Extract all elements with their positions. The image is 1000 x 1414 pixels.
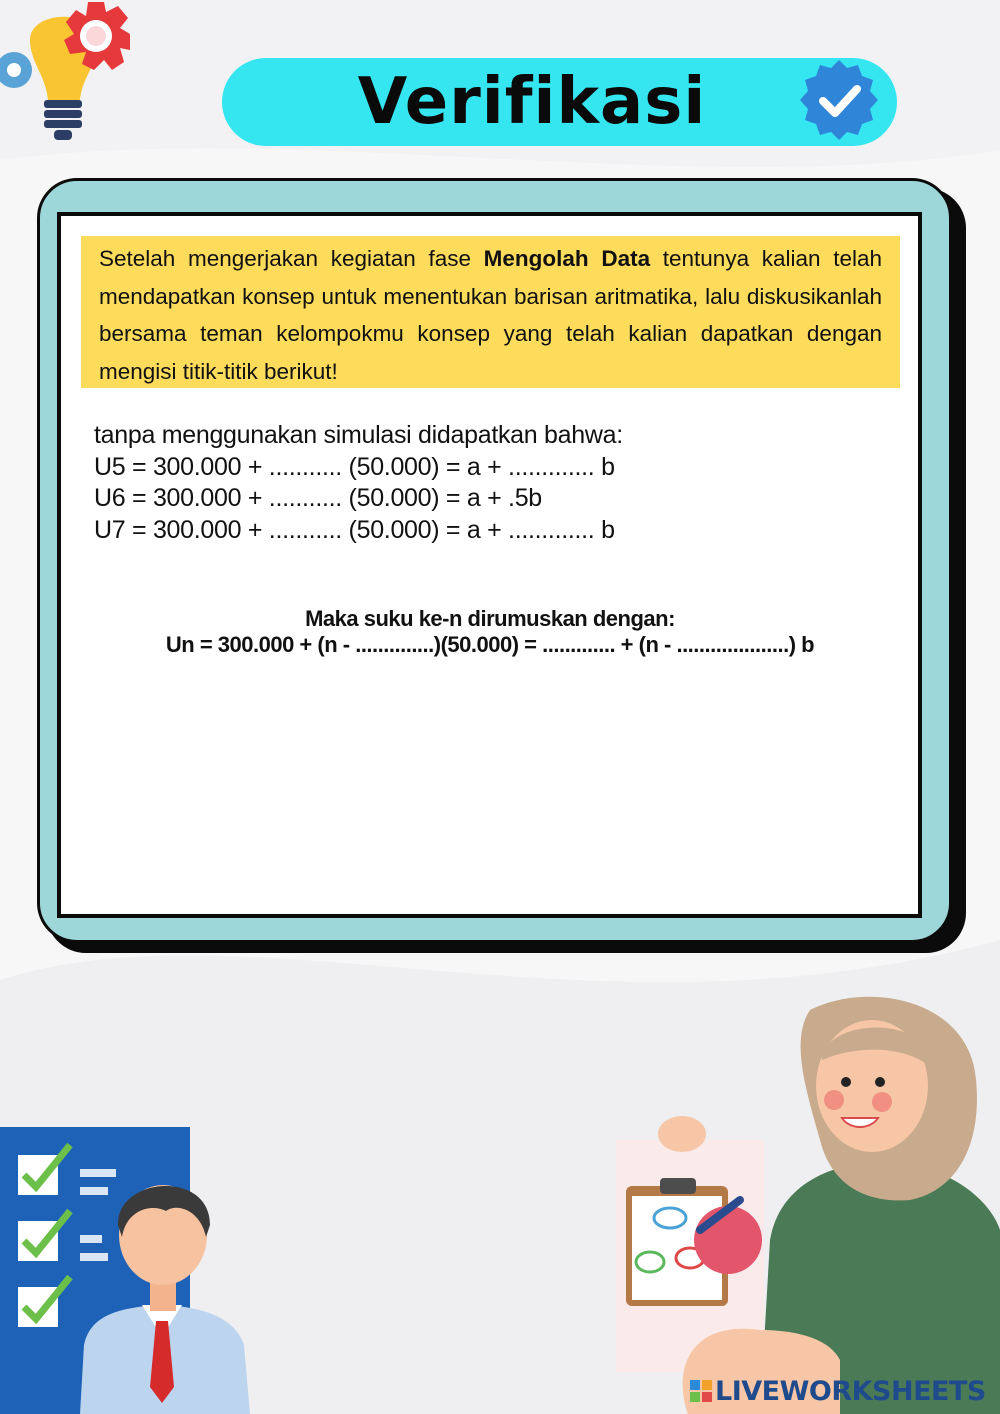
intro-instructions [81,236,900,388]
verified-check-icon [795,56,883,144]
liveworksheets-logo-icon [690,1380,712,1402]
work-lines [94,420,794,546]
intro-bold-phrase: Mengolah Data [483,246,651,271]
work-line-u6[interactable]: U6 = 300.000 + ........... (50.000) = a + .5b [94,484,542,512]
work-line-u5[interactable]: U5 = 300.000 + ........... (50.000) = a + ............. b [94,452,615,481]
intro-text-start: Setelah mengerjakan kegiatan fase [99,246,484,271]
work-line-u7[interactable]: U7 = 300.000 + ........... (50.000) = a + ............. b [94,515,615,544]
watermark-text: LIVEWORKSHEETS [715,1375,986,1407]
checklist-person-illustration [0,1125,260,1414]
intro-text-end: tentunya kalian telah mendapatkan konsep untuk menentukan barisan aritmatika, lalu diskusikanlah bersama teman kelompokmu konsep yang telah kalian dapatkan dengan mengisi titik-titik berikut! [99,246,882,384]
formula-heading: Maka suku ke-n dirumuskan dengan: [305,606,675,631]
formula-block [80,606,900,658]
page-title: Verifikasi [357,65,707,139]
work-lead: tanpa menggunakan simulasi didapatkan bahwa: [94,421,623,449]
liveworksheets-watermark[interactable] [690,1374,986,1408]
formula-expression[interactable]: Un = 300.000 + (n - ..............)(50.000) = ............. + (n - ....................) b [165,632,815,657]
teacher-illustration [610,990,1000,1414]
lightbulb-gear-icon [0,0,140,150]
